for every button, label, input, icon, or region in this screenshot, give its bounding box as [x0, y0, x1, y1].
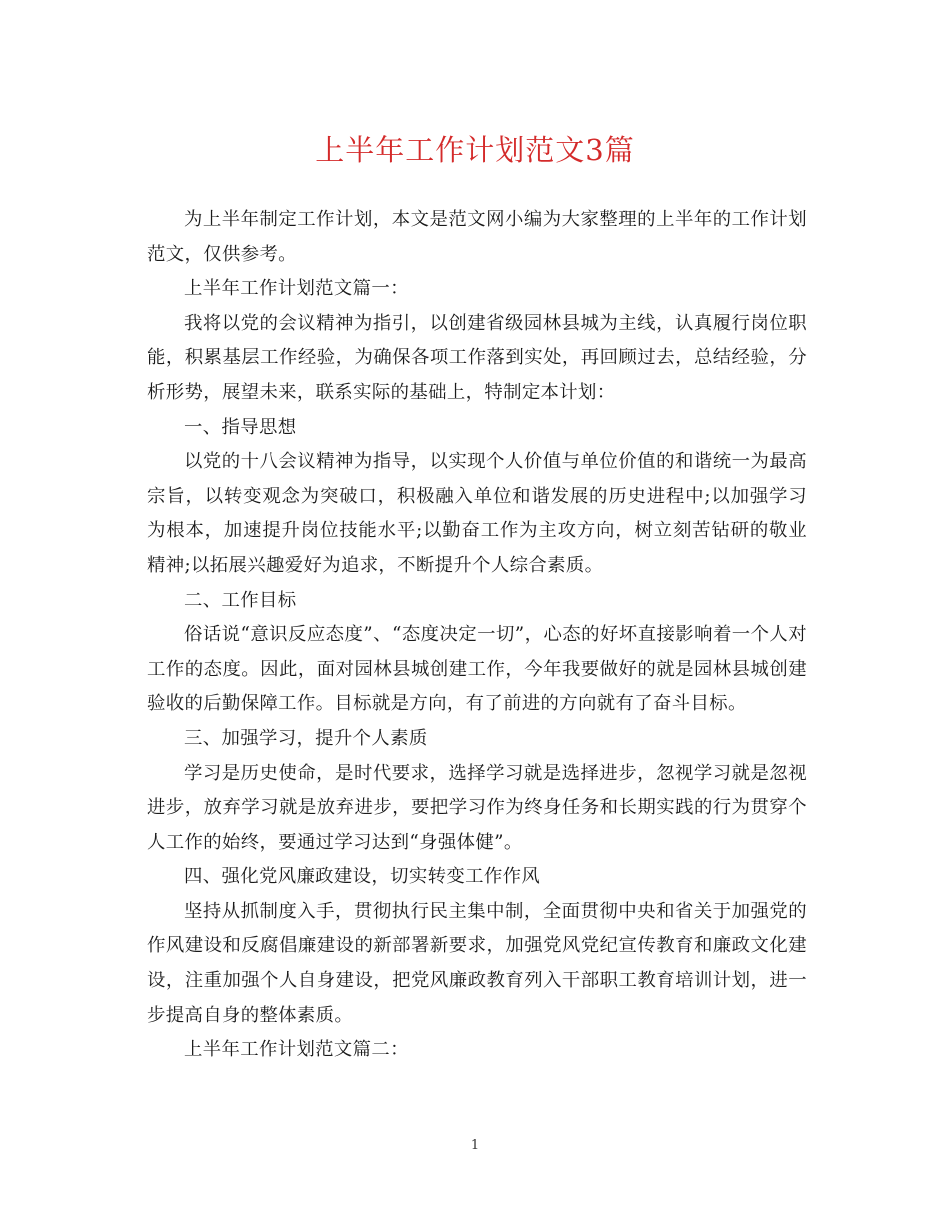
section-heading: 一、指导思想 — [184, 416, 297, 438]
page-title: 上半年工作计划范文3篇 — [315, 133, 635, 167]
body-paragraph: 以党的十八会议精神为指导，以实现个人价值与单位价值的和谐统一为最高宗旨，以转变观念为突破口，积极融入单位和谐发展的历史进程中;以加强学习为根本，加速提升岗位技能水平;以勤奋工作为主攻方向，树立刻苦钻研的敬业精神;以拓展兴趣爱好为追求，不断提升个人综合素质。 — [147, 451, 807, 576]
section-heading: 四、强化党风廉政建设，切实转变工作作风 — [184, 866, 541, 888]
section-heading: 上半年工作计划范文篇二： — [184, 1039, 409, 1061]
body-paragraph: 我将以党的会议精神为指引，以创建省级园林县城为主线，认真履行岗位职能，积累基层工作经验，为确保各项工作落到实处，再回顾过去，总结经验，分析形势，展望未来，联系实际的基础上，特制定本计划： — [147, 312, 807, 403]
body-paragraph: 俗话说“意识反应态度”、“态度决定一切”，心态的好坏直接影响着一个人对工作的态度。因此，面对园林县城创建工作，今年我要做好的就是园林县城创建验收的后勤保障工作。目标就是方向，有了前进的方向就有了奋斗目标。 — [147, 624, 807, 715]
body-paragraph: 坚持从抓制度入手，贯彻执行民主集中制，全面贯彻中央和省关于加强党的作风建设和反腐倡廉建设的新部署新要求，加强党风党纪宣传教育和廉政文化建设，注重加强个人自身建设，把党风廉政教育列入干部职工教育培训计划，进一步提高自身的整体素质。 — [147, 900, 807, 1026]
page-number: 1 — [470, 1138, 480, 1153]
section-heading: 三、加强学习，提升个人素质 — [184, 727, 428, 749]
body-paragraph: 学习是历史使命，是时代要求，选择学习就是选择进步，忽视学习就是忽视进步，放弃学习就是放弃进步，要把学习作为终身任务和长期实践的行为贯穿个人工作的始终，要通过学习达到“身强体健”。 — [147, 762, 807, 853]
section-heading: 二、工作目标 — [184, 589, 297, 611]
document-body — [147, 203, 807, 1068]
section-heading: 上半年工作计划范文篇一： — [184, 278, 409, 300]
intro-paragraph: 为上半年制定工作计划，本文是范文网小编为大家整理的上半年的工作计划范文，仅供参考。 — [147, 209, 807, 265]
